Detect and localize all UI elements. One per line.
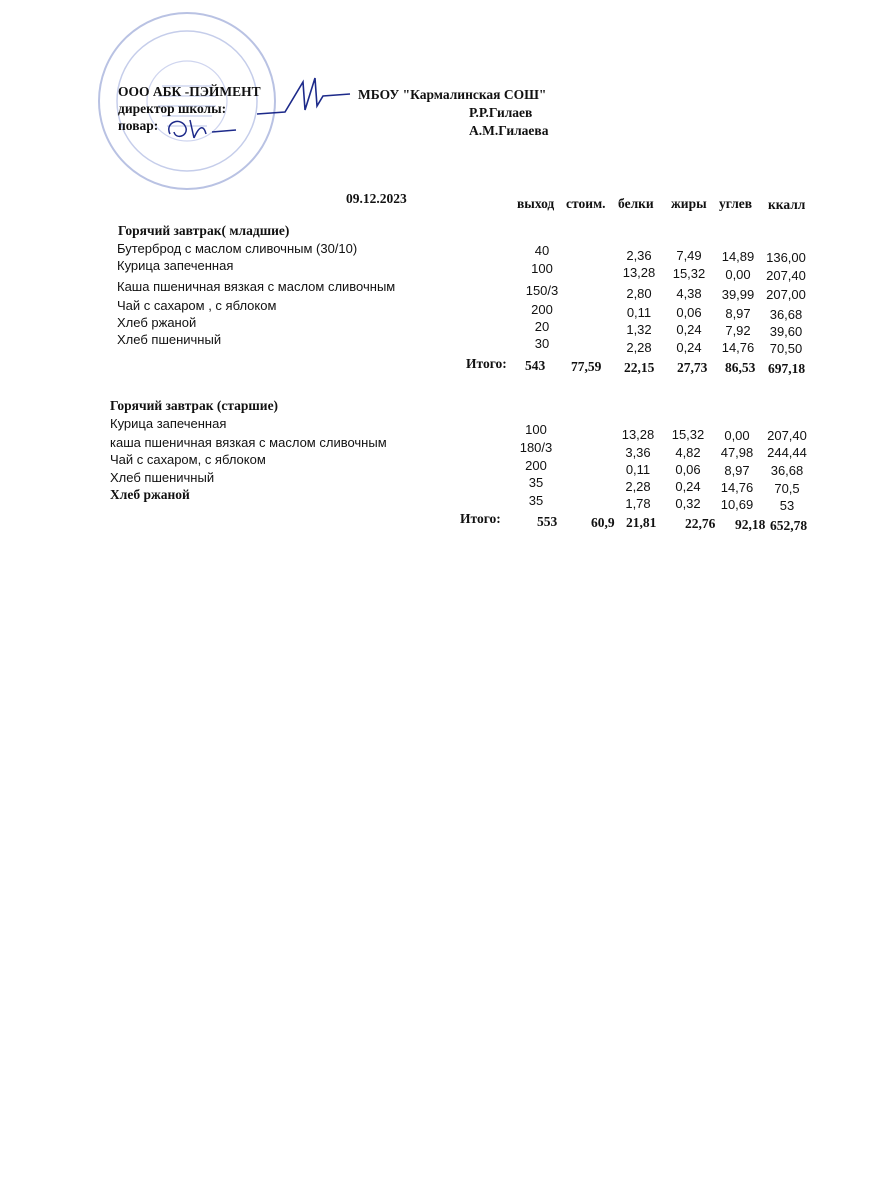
col-vyhod: выход	[517, 196, 555, 211]
cell-zhiry: 0,06	[676, 305, 702, 320]
cell-kcal: 244,44	[767, 445, 807, 460]
cell-kcal: 36,68	[770, 463, 804, 478]
col-kcal: ккалл	[768, 197, 806, 212]
cell-uglev: 39,99	[721, 287, 755, 302]
cell-zhiry: 15,32	[671, 427, 705, 442]
table-row-name: Бутерброд с маслом сливочным (30/10)	[117, 241, 358, 256]
cell-belki: 0,11	[626, 305, 652, 320]
cell-vyhod: 30	[534, 336, 550, 351]
total-vyhod: 553	[537, 514, 558, 529]
total-uglev: 86,53	[725, 360, 756, 375]
col-stoim: стоим.	[566, 196, 606, 211]
table-row-name: Хлеб ржаной	[117, 315, 197, 330]
cell-uglev: 7,92	[725, 323, 751, 338]
total-kcal: 697,18	[768, 361, 806, 376]
cell-zhiry: 4,82	[675, 445, 701, 460]
table-row-name: Чай с сахаром , с яблоком	[117, 298, 277, 313]
table-row-name: Хлеб пшеничный	[117, 332, 222, 347]
table-row-name: Курица запеченная	[117, 258, 234, 273]
cook-signature	[160, 112, 240, 148]
cell-belki: 2,28	[625, 479, 651, 494]
cell-belki: 2,36	[626, 248, 652, 263]
cell-zhiry: 0,32	[675, 496, 701, 511]
total-vyhod: 543	[525, 358, 546, 373]
cell-vyhod: 200	[531, 302, 553, 317]
total-belki: 22,15	[624, 360, 655, 375]
cell-uglev: 14,76	[720, 480, 754, 495]
cell-vyhod: 200	[525, 458, 547, 473]
cell-zhiry: 0,06	[675, 462, 701, 477]
cell-uglev: 47,98	[720, 445, 754, 460]
cell-vyhod: 100	[525, 422, 547, 437]
cell-vyhod: 100	[531, 261, 553, 276]
cook-label: повар:	[118, 118, 159, 133]
menu-date: 09.12.2023	[346, 191, 407, 206]
cell-belki: 1,78	[625, 496, 651, 511]
cell-vyhod: 35	[528, 475, 544, 490]
cell-uglev: 14,76	[721, 340, 755, 355]
cell-zhiry: 4,38	[676, 286, 702, 301]
cell-kcal: 207,40	[767, 428, 807, 443]
total-uglev: 92,18	[735, 517, 766, 532]
cell-vyhod: 35	[528, 493, 544, 508]
cell-uglev: 0,00	[725, 267, 751, 282]
cell-belki: 13,28	[621, 427, 655, 442]
total-belki: 21,81	[626, 515, 657, 530]
total-kcal: 652,78	[770, 518, 808, 533]
cell-zhiry: 15,32	[672, 266, 706, 281]
cell-zhiry: 0,24	[675, 479, 701, 494]
cell-uglev: 10,69	[720, 497, 754, 512]
cell-belki: 13,28	[622, 265, 656, 280]
cell-uglev: 8,97	[724, 463, 750, 478]
total-stoim: 77,59	[571, 359, 602, 374]
section-title-senior: Горячий завтрак (старшие)	[110, 398, 279, 413]
cell-belki: 0,11	[625, 462, 651, 477]
cell-vyhod: 20	[534, 319, 550, 334]
cell-zhiry: 7,49	[676, 248, 702, 263]
cell-kcal: 70,50	[769, 341, 803, 356]
total-zhiry: 27,73	[677, 360, 708, 375]
total-label: Итого:	[460, 511, 501, 526]
director-label: директор школы:	[118, 101, 227, 116]
col-uglev: углев	[719, 196, 753, 211]
school-name: МБОУ "Кармалинская СОШ"	[358, 87, 547, 102]
section-title-junior: Горячий завтрак( младшие)	[118, 223, 290, 238]
table-row-name: Чай с сахаром, с яблоком	[110, 452, 266, 467]
col-zhiry: жиры	[671, 196, 707, 211]
cell-belki: 2,28	[626, 340, 652, 355]
cell-kcal: 136,00	[766, 250, 806, 265]
cell-kcal: 53	[779, 498, 795, 513]
table-row-name: Каша пшеничная вязкая с маслом сливочным	[117, 279, 396, 294]
table-row-name: каша пшеничная вязкая с маслом сливочным	[110, 435, 387, 450]
cell-belki: 3,36	[625, 445, 651, 460]
director-name: Р.Р.Гилаев	[469, 105, 533, 120]
cell-kcal: 207,40	[766, 268, 806, 283]
total-stoim: 60,9	[591, 515, 615, 530]
cell-kcal: 70,5	[774, 481, 800, 496]
cell-uglev: 0,00	[724, 428, 750, 443]
total-zhiry: 22,76	[685, 516, 716, 531]
total-label: Итого:	[466, 356, 507, 371]
cell-kcal: 39,60	[769, 324, 803, 339]
cell-uglev: 8,97	[725, 306, 751, 321]
cell-belki: 2,80	[626, 286, 652, 301]
org-name: ООО АБК -ПЭЙМЕНТ	[118, 84, 261, 99]
table-row-name: Хлеб ржаной	[110, 487, 190, 502]
table-row-name: Хлеб пшеничный	[110, 470, 215, 485]
table-row-name: Курица запеченная	[110, 416, 227, 431]
col-belki: белки	[618, 196, 654, 211]
cell-kcal: 36,68	[769, 307, 803, 322]
director-signature	[255, 72, 355, 122]
cook-name: А.М.Гилаева	[469, 123, 549, 138]
cell-belki: 1,32	[626, 322, 652, 337]
cell-vyhod: 150/3	[525, 283, 559, 298]
cell-uglev: 14,89	[721, 249, 755, 264]
cell-vyhod: 180/3	[519, 440, 553, 455]
cell-vyhod: 40	[534, 243, 550, 258]
cell-kcal: 207,00	[766, 287, 806, 302]
cell-zhiry: 0,24	[676, 322, 702, 337]
cell-zhiry: 0,24	[676, 340, 702, 355]
